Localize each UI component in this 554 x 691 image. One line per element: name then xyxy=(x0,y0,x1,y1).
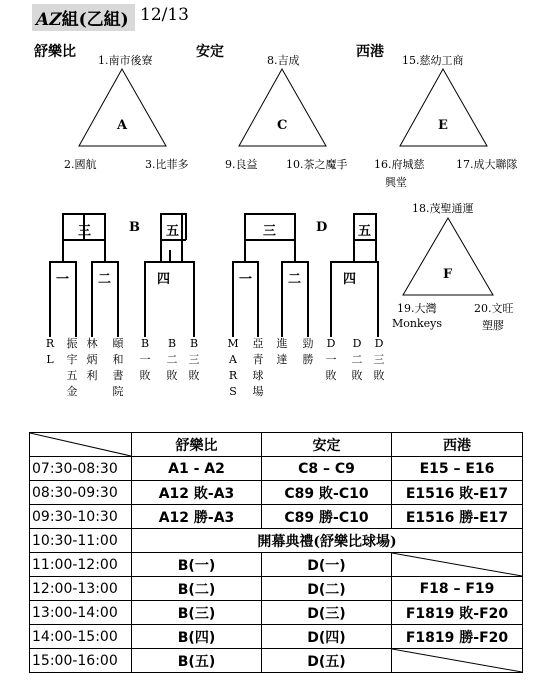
diagonal-line xyxy=(30,433,131,456)
venue-label-2: 安定 xyxy=(196,44,224,60)
pool-c-triangle xyxy=(239,69,326,146)
schedule-row xyxy=(30,625,523,649)
bracket-d-game-5: 五 xyxy=(358,224,372,239)
bracket-d-game-4: 四 xyxy=(343,272,357,287)
bracket-b-slot-3: 林炳利 xyxy=(86,337,98,382)
bracket-d-game-1: 一 xyxy=(239,272,253,287)
bracket-d-slot-5: D一敗 xyxy=(325,337,337,382)
bracket-b-slot-6: B二敗 xyxy=(166,337,178,382)
schedule-header-venue-3: 西港 xyxy=(392,433,523,457)
game-cell: B(五) xyxy=(132,649,262,673)
group-title: AZ組(乙組) xyxy=(32,4,135,31)
pool-f-team-2-line1: 19.大灣 xyxy=(397,302,437,315)
game-cell: E15 – E16 xyxy=(392,457,523,481)
bracket-d-slot-6: D二敗 xyxy=(351,337,363,382)
schedule-row xyxy=(30,577,523,601)
pool-a-team-2: 2.國航 xyxy=(64,158,97,171)
pool-f-team-3-line2: 塑膠 xyxy=(482,319,504,332)
diagonal-line xyxy=(392,649,522,672)
schedule-corner-cell xyxy=(30,433,132,457)
schedule-row xyxy=(30,505,523,529)
bracket-b-slot-4: 頤和書院 xyxy=(112,337,124,398)
game-cell: E1516 勝-E17 xyxy=(392,505,523,529)
game-cell: B(三) xyxy=(132,601,262,625)
schedule-table xyxy=(29,432,523,673)
game-cell: F18 – F19 xyxy=(392,577,523,601)
bracket-b-game-2: 二 xyxy=(98,272,112,287)
game-cell: A12 敗-A3 xyxy=(132,481,262,505)
pool-e-team-2-line1: 16.府城慈 xyxy=(374,158,425,171)
schedule-header-venue-2: 安定 xyxy=(262,433,392,457)
time-slot: 14:00-15:00 xyxy=(30,625,132,649)
schedule-row xyxy=(30,553,523,577)
empty-cell xyxy=(392,553,523,577)
bracket-b-slot-1: RL xyxy=(45,337,55,366)
game-cell: D(二) xyxy=(262,577,392,601)
pool-f-letter: F xyxy=(443,267,453,282)
bracket-d-slot-1: MARS xyxy=(227,337,239,398)
game-cell: D(三) xyxy=(262,601,392,625)
schedule-row xyxy=(30,601,523,625)
bracket-d-lines xyxy=(233,214,378,337)
bracket-d-slot-3: 進達 xyxy=(276,337,288,366)
schedule-header-venue-1: 舒樂比 xyxy=(132,433,262,457)
pool-a-team-3: 3.比菲多 xyxy=(145,158,189,171)
bracket-d-letter: D xyxy=(316,220,328,235)
time-slot: 09:30-10:30 xyxy=(30,505,132,529)
bracket-b-slot-2: 振宇五金 xyxy=(66,337,78,398)
schedule-header-row xyxy=(30,433,523,457)
time-slot: 13:00-14:00 xyxy=(30,601,132,625)
schedule-row xyxy=(30,529,523,553)
schedule-row xyxy=(30,457,523,481)
game-cell: A1 - A2 xyxy=(132,457,262,481)
schedule-row xyxy=(30,481,523,505)
pool-e-team-3: 17.成大聯隊 xyxy=(456,158,518,171)
diagonal-line xyxy=(392,553,522,576)
pool-f-triangle xyxy=(403,218,493,295)
game-cell: A12 勝-A3 xyxy=(132,505,262,529)
bracket-b-game-3: 三 xyxy=(78,224,92,239)
pool-c-team-2: 9.良益 xyxy=(225,158,258,171)
pool-f-team-1: 18.茂聖通運 xyxy=(412,202,474,215)
venue-label-1: 舒樂比 xyxy=(34,44,76,60)
bracket-d-slot-4: 勁勝 xyxy=(302,337,314,366)
game-cell: F1819 敗-F20 xyxy=(392,601,523,625)
bracket-d-game-2: 二 xyxy=(288,272,302,287)
opening-ceremony-cell: 開幕典禮(舒樂比球場) xyxy=(132,529,523,553)
game-cell: C89 敗-C10 xyxy=(262,481,392,505)
bracket-b-slot-7: B三敗 xyxy=(188,337,200,382)
time-slot: 12:00-13:00 xyxy=(30,577,132,601)
pool-a-triangle xyxy=(79,69,166,146)
pool-a-team-1: 1.南市後寮 xyxy=(98,54,153,67)
bracket-d-game-3: 三 xyxy=(263,224,277,239)
pool-e-team-1: 15.慈幼工商 xyxy=(402,54,464,67)
time-slot: 10:30-11:00 xyxy=(30,529,132,553)
bracket-b-slot-5: B一敗 xyxy=(139,337,151,382)
bracket-d-slot-7: D三敗 xyxy=(373,337,385,382)
pool-f-team-2-line2: Monkeys xyxy=(392,317,443,330)
game-cell: E1516 敗-E17 xyxy=(392,481,523,505)
match-date: 12/13 xyxy=(140,5,189,25)
game-cell: B(一) xyxy=(132,553,262,577)
pool-c-team-3: 10.茶之魔手 xyxy=(286,158,348,171)
schedule-row xyxy=(30,649,523,673)
pool-f-team-3-line1: 20.文旺 xyxy=(474,302,514,315)
pool-a-letter: A xyxy=(117,118,128,133)
game-cell: D(四) xyxy=(262,625,392,649)
game-cell: B(四) xyxy=(132,625,262,649)
bracket-b-letter: B xyxy=(129,220,140,235)
bracket-b-game-4: 四 xyxy=(157,272,171,287)
game-cell: D(一) xyxy=(262,553,392,577)
game-cell: F1819 勝-F20 xyxy=(392,625,523,649)
empty-cell xyxy=(392,649,523,673)
game-cell: B(二) xyxy=(132,577,262,601)
time-slot: 11:00-12:00 xyxy=(30,553,132,577)
bracket-b-game-1: 一 xyxy=(56,272,70,287)
time-slot: 15:00-16:00 xyxy=(30,649,132,673)
pool-e-team-2-line2: 興堂 xyxy=(385,176,407,189)
pool-c-letter: C xyxy=(277,118,288,133)
time-slot: 08:30-09:30 xyxy=(30,481,132,505)
game-cell: C8 – C9 xyxy=(262,457,392,481)
bracket-d-slot-2: 亞青球場 xyxy=(252,337,264,398)
pool-e-letter: E xyxy=(438,118,448,133)
game-cell: C89 勝-C10 xyxy=(262,505,392,529)
pool-c-team-1: 8.吉成 xyxy=(267,54,300,67)
venue-label-3: 西港 xyxy=(356,44,384,60)
bracket-b-game-5: 五 xyxy=(166,224,180,239)
time-slot: 07:30-08:30 xyxy=(30,457,132,481)
pool-e-triangle xyxy=(400,69,487,146)
game-cell: D(五) xyxy=(262,649,392,673)
